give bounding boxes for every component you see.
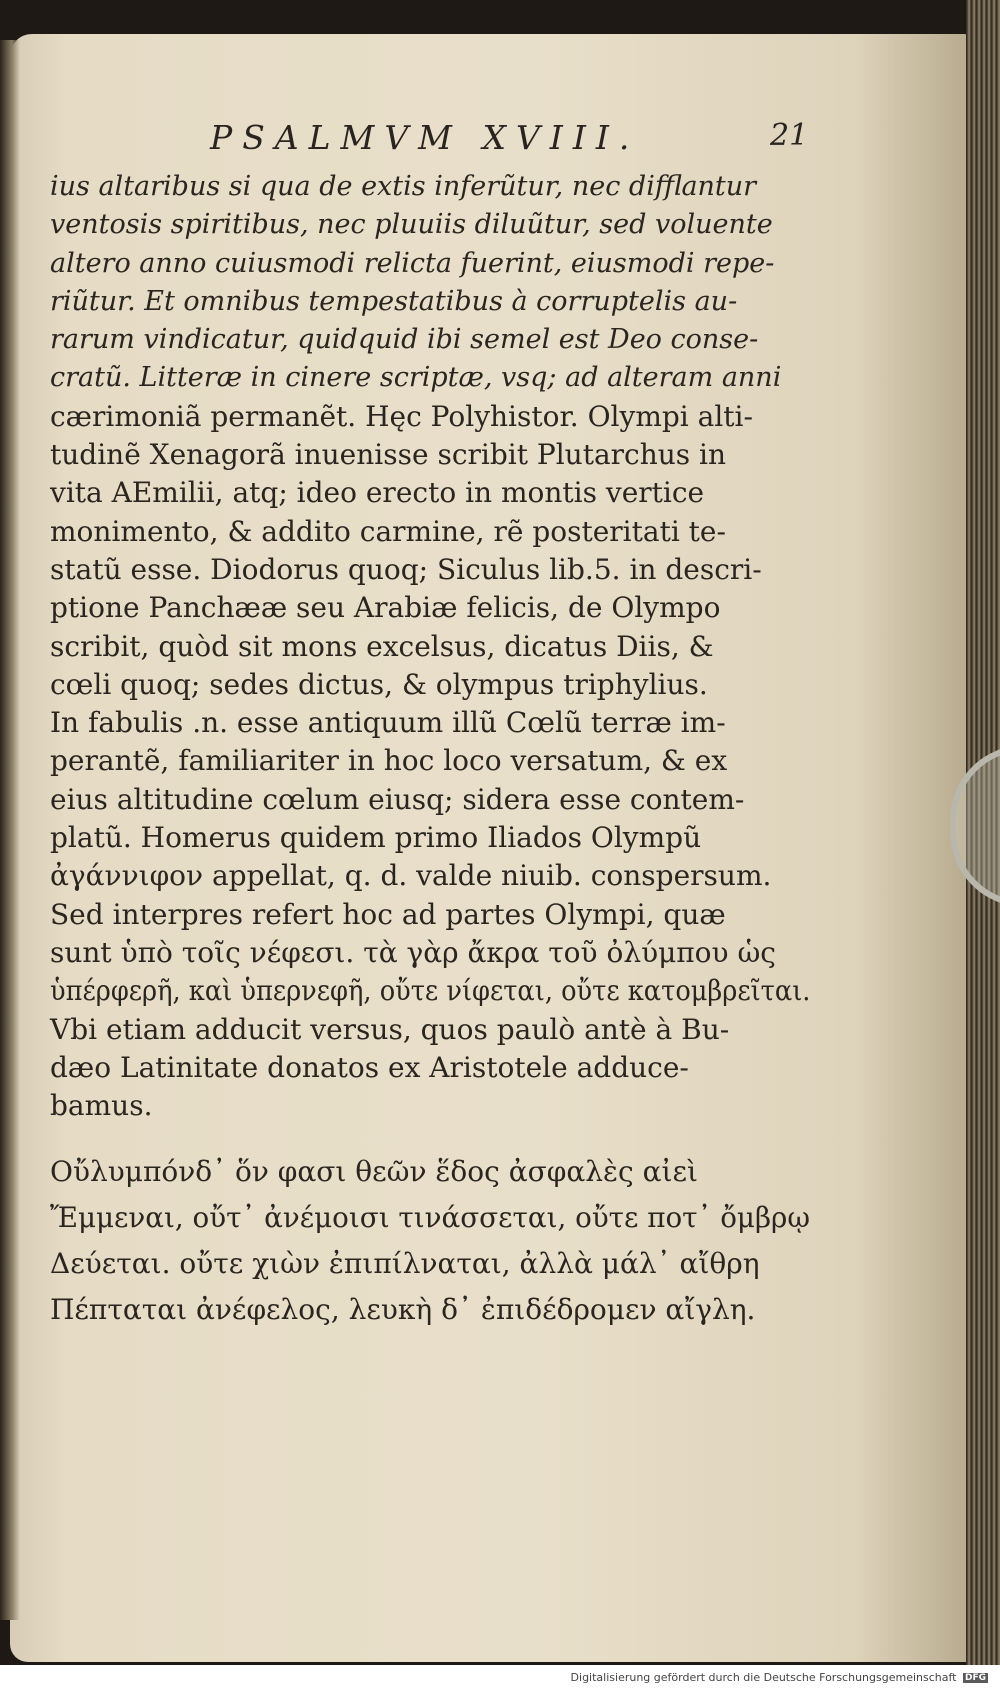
text-line: sunt ὑπὸ τοῖς νέφεσι. τὰ γὰρ ἄκρα τοῦ ὀλύμπου ὡς bbox=[50, 935, 776, 969]
text-line: riũtur. Et omnibus tempestatibus à corruptelis au- bbox=[50, 285, 738, 317]
text-line: Sed interpres refert hoc ad partes Olympi, quæ bbox=[50, 897, 726, 931]
text-line: altero anno cuiusmodi relicta fuerint, eiusmodi repe- bbox=[50, 247, 775, 279]
verse-line: Πέπταται ἀνέφελος, λευκὴ δ᾽ ἐπιδέδρομεν αἴγλη. bbox=[50, 1293, 756, 1327]
text-line: platũ. Homerus quidem primo Iliados Olympũ bbox=[50, 821, 702, 855]
text-line: Vbi etiam adducit versus, quos paulò antè à Bu- bbox=[50, 1012, 730, 1046]
text-line: ὑπέρφερῆ, καὶ ὑπερνεφῆ, οὔτε νίφεται, οὔτε κατομβρεῖται. bbox=[50, 974, 811, 1008]
verse-line: Ἔμμεναι, οὔτ᾽ ἀνέμοισι τινάσσεται, οὔτε ποτ᾽ ὄμβρῳ bbox=[50, 1201, 810, 1235]
book-gutter-shadow bbox=[0, 40, 20, 1620]
text-line: cærimoniã permanẽt. Hęc Polyhistor. Olympi alti- bbox=[50, 399, 753, 433]
text-line: cœli quoq; sedes dictus, & olympus triphylius. bbox=[50, 667, 708, 701]
page-number: 21 bbox=[770, 118, 809, 153]
text-line: statũ esse. Diodorus quoq; Siculus lib.5. in descri- bbox=[50, 552, 762, 586]
greek-verse bbox=[50, 1149, 810, 1333]
body-text bbox=[50, 168, 810, 1333]
text-line: vita AEmilii, atq; ideo erecto in montis vertice bbox=[50, 476, 705, 510]
text-line: In fabulis .n. esse antiquum illũ Cœlũ terræ im- bbox=[50, 706, 726, 740]
text-line: bamus. bbox=[50, 1089, 153, 1123]
credit-text: Digitalisierung gefördert durch die Deutsche Forschungsgemeinschaft bbox=[570, 1671, 957, 1684]
text-line: rarum vindicatur, quidquid ibi semel est Deo conse- bbox=[50, 324, 759, 356]
text-line: perantẽ, familiariter in hoc loco versatum, & ex bbox=[50, 744, 728, 778]
verse-line: Δεύεται. οὔτε χιὼν ἐπιπίλναται, ἀλλὰ μάλ᾽ αἴθρη bbox=[50, 1247, 760, 1281]
text-line: monimento, & addito carmine, rẽ posteritati te- bbox=[50, 514, 726, 548]
text-line: eius altitudine cœlum eiusq; sidera esse contem- bbox=[50, 782, 745, 816]
verse-line: Οὔλυμπόνδ᾽ ὅν φασι θεῶν ἕδος ἀσφαλὲς αἰεὶ bbox=[50, 1155, 698, 1189]
text-line: ἀγάννιφον appellat, q. d. valde niuib. conspersum. bbox=[50, 859, 772, 893]
running-head: PSALMVM XVIII. bbox=[210, 118, 640, 157]
text-line: ius altaribus si qua de extis inferũtur, nec difflantur bbox=[50, 171, 757, 202]
text-line: tudinẽ Xenagorã inuenisse scribit Plutarchus in bbox=[50, 438, 727, 472]
text-line: ptione Panchææ seu Arabiæ felicis, de Olympo bbox=[50, 591, 721, 625]
text-line: dæo Latinitate donatos ex Aristotele adduce- bbox=[50, 1050, 689, 1084]
text-line: scribit, quòd sit mons excelsus, dicatus Diis, & bbox=[50, 629, 714, 663]
dfg-logo: DFG bbox=[964, 1673, 986, 1683]
text-line: cratũ. Litteræ in cinere scriptæ, vsq; ad alteram anni bbox=[50, 362, 782, 394]
digitization-credit bbox=[571, 1671, 988, 1684]
text-line: ventosis spiritibus, nec pluuiis diluũtur, sed voluente bbox=[50, 209, 773, 241]
